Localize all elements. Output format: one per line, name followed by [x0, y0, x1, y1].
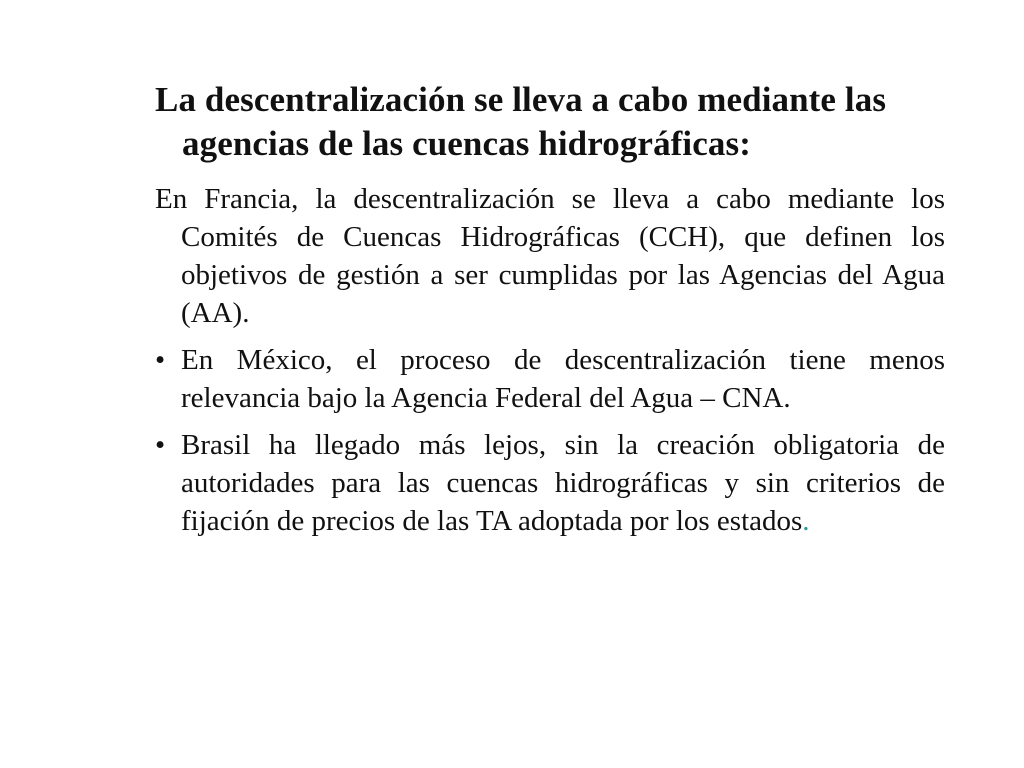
- bullet-text: Brasil ha llegado más lejos, sin la creación obligatoria de autoridades para las cuencas hidrográficas y sin criterios de fijación de precios de las TA adoptada por los estados: [181, 429, 945, 537]
- bullet-marker: •: [155, 429, 166, 461]
- bullet-text: En México, el proceso de descentralización tiene menos relevancia bajo la Agencia Federal del Agua – CNA.: [181, 344, 945, 414]
- bullet-item-brasil: [155, 426, 945, 540]
- bullet-marker: •: [155, 344, 166, 376]
- slide-title: La descentralización se lleva a cabo mediante las agencias de las cuencas hidrográficas:: [155, 80, 887, 163]
- slide-body: [155, 180, 945, 549]
- bullet-item-mexico: [155, 341, 945, 417]
- paragraph-francia: [155, 180, 945, 332]
- accent-period: .: [802, 505, 810, 537]
- paragraph-text: En Francia, la descentralización se lleva a cabo mediante los Comités de Cuencas Hidrográficas (CCH), que definen los objetivos de gestión a ser cumplidas por las Agencias del Agua (AA).: [155, 183, 945, 329]
